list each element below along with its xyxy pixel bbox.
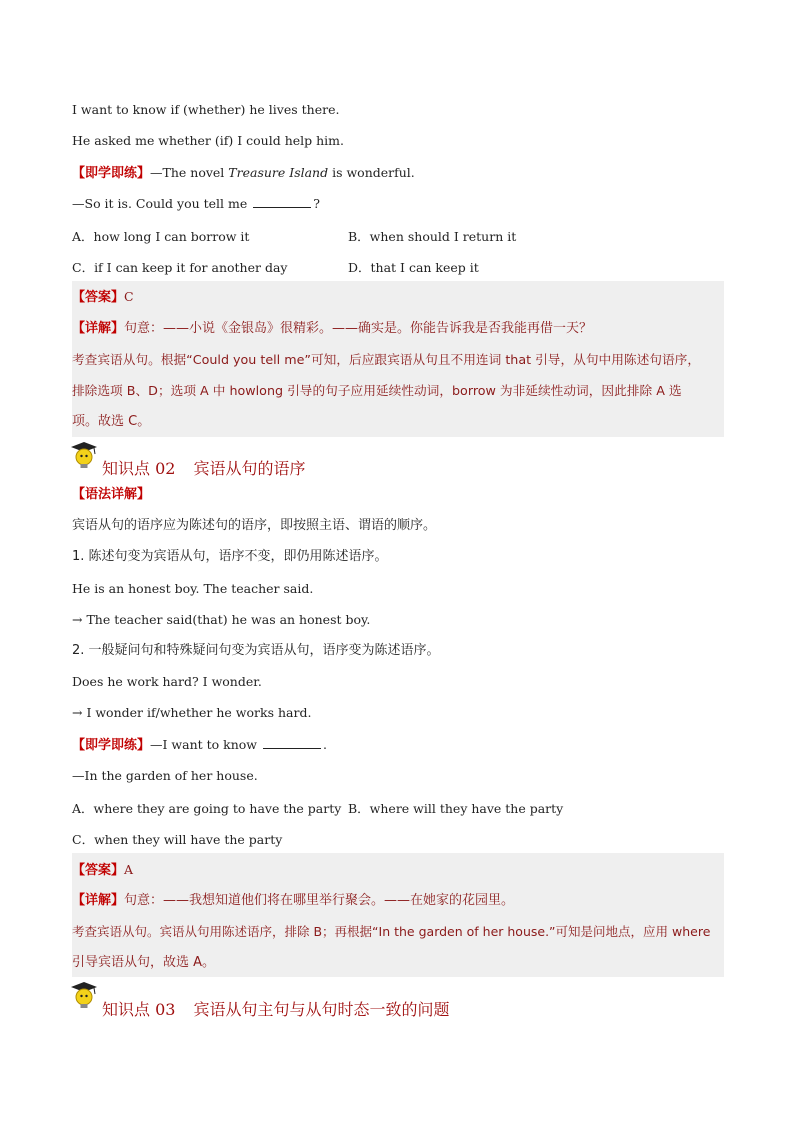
option-c: C．when they will have the party	[72, 832, 283, 847]
option-a: A．where they are going to have the party	[72, 801, 342, 816]
detail-tag: 【详解】	[72, 321, 125, 336]
exercise-tag: 【即学即练】	[72, 166, 151, 181]
exercise-stem: 【即学即练】—The novel Treasure Island is wonderful.	[72, 165, 415, 181]
example-sentence: He is an honest boy. The teacher said.	[72, 581, 314, 596]
answer-line	[72, 288, 134, 307]
option-a: A．how long I can borrow it	[72, 229, 250, 244]
exercise-stem: 【即学即练】—I want to know .	[72, 737, 327, 753]
example-sentence: → I wonder if/whether he works hard.	[72, 705, 312, 720]
example-sentence: → The teacher said(that) he was an honest boy.	[72, 612, 371, 627]
option-b: B．when should I return it	[348, 229, 517, 244]
answer-blank	[253, 195, 311, 208]
answer-blank	[263, 736, 321, 749]
detail-line: 排除选项 B、D；选项 A 中 howlong 引导的句子应用延续性动词，borrow 为非延续性动词，因此排除 A 选	[72, 383, 682, 398]
example-sentence: Does he work hard? I wonder.	[72, 674, 262, 689]
answer-value: C	[124, 289, 134, 304]
paragraph: 宾语从句的语序应为陈述句的语序，即按照主语、谓语的顺序。	[72, 518, 437, 533]
section-title: 宾语从句的语序	[193, 459, 306, 478]
exercise-line: —In the garden of her house.	[72, 768, 258, 783]
answer-tag: 【答案】	[72, 863, 125, 878]
graduate-lightbulb-icon	[70, 980, 98, 1010]
answer-value: A	[124, 862, 134, 877]
graduate-lightbulb-icon	[70, 440, 98, 470]
option-b: B．where will they have the party	[348, 801, 564, 816]
section-title: 宾语从句主句与从句时态一致的问题	[193, 1000, 450, 1019]
detail-line: 引导宾语从句，故选 A。	[72, 955, 216, 970]
section-heading: 知识点 02 宾语从句的语序	[102, 459, 306, 478]
detail-line: 【详解】句意：——我想知道他们将在哪里举行聚会。——在她家的花园里。	[72, 893, 515, 908]
detail-line: 项。故选 C。	[72, 414, 151, 429]
detail-tag: 【详解】	[72, 893, 125, 908]
answer-tag: 【答案】	[72, 290, 125, 305]
detail-line: 考查宾语从句。宾语从句用陈述语序，排除 B；再根据“In the garden of her house.”可知是问地点，应用 where	[72, 924, 711, 939]
grammar-tag: 【语法详解】	[72, 487, 151, 502]
paragraph: 2. 一般疑问句和特殊疑问句变为宾语从句，语序变为陈述语序。	[72, 643, 440, 658]
detail-line: 【详解】句意：——小说《金银岛》很精彩。——确实是。你能告诉我是否我能再借一天？	[72, 321, 593, 336]
paragraph: 1. 陈述句变为宾语从句，语序不变，即仍用陈述语序。	[72, 549, 388, 564]
option-d: D．that I can keep it	[348, 260, 479, 275]
exercise-tag: 【即学即练】	[72, 738, 151, 753]
answer-line	[72, 861, 133, 880]
exercise-line: —So it is. Could you tell me ?	[72, 196, 320, 211]
section-heading: 知识点 03 宾语从句主句与从句时态一致的问题	[102, 1000, 450, 1019]
example-sentence: I want to know if (whether) he lives there.	[72, 102, 340, 117]
detail-line: 考查宾语从句。根据“Could you tell me”可知，后应跟宾语从句且不用连词 that 引导，从句中用陈述句语序，	[72, 352, 701, 367]
option-c: C．if I can keep it for another day	[72, 260, 288, 275]
example-sentence: He asked me whether (if) I could help him.	[72, 133, 344, 148]
